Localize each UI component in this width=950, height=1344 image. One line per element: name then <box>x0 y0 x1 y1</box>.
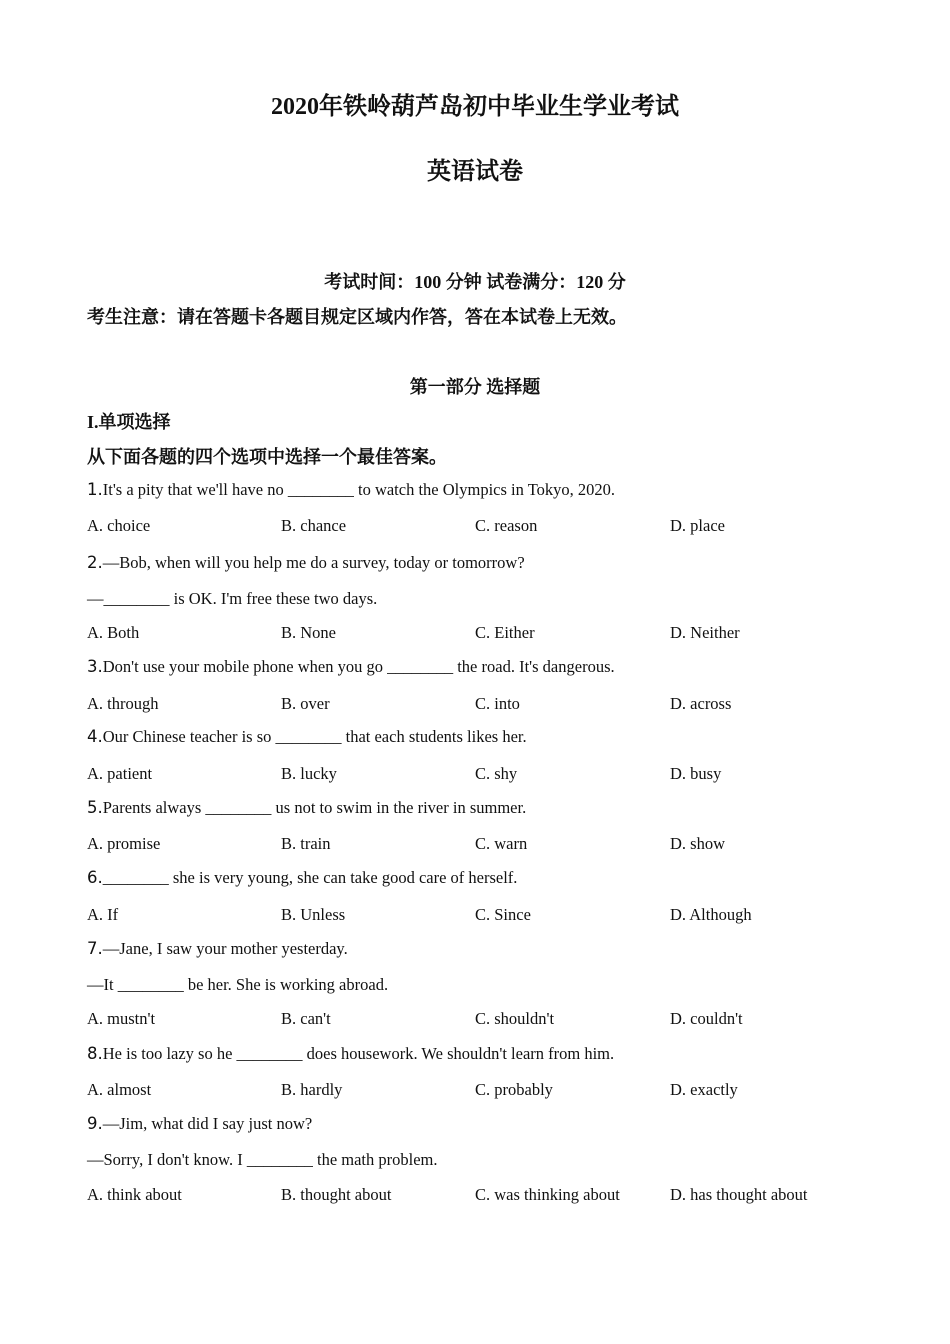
option-b: B. Unless <box>281 905 346 924</box>
question-2 <box>87 553 525 573</box>
option-d: D. Although <box>670 905 752 924</box>
option-d: D. place <box>670 516 725 535</box>
question-number: 3. <box>87 657 103 676</box>
option-a: A. choice <box>87 516 151 535</box>
option-c: C. shy <box>475 764 518 783</box>
question-number: 8. <box>87 1044 103 1063</box>
question-9-line-2: —Sorry, I don't know. I ________ the math problem. <box>87 1150 438 1169</box>
question-text: ________ she is very young, she can take good care of herself. <box>102 868 518 887</box>
question-2-line-2: —________ is OK. I'm free these two days. <box>87 589 378 608</box>
option-c: C. shouldn't <box>475 1009 555 1028</box>
option-a: A. mustn't <box>87 1009 156 1028</box>
section-title: I.单项选择 <box>87 412 171 432</box>
question-text: Don't use your mobile phone when you go ________ the road. It's dangerous. <box>102 657 615 676</box>
option-a: A. Both <box>87 623 140 642</box>
question-7-line-2: —It ________ be her. She is working abroad. <box>87 975 389 994</box>
option-c: C. Since <box>475 905 531 924</box>
option-a: A. promise <box>87 834 161 853</box>
option-d: D. show <box>670 834 726 853</box>
question-number: 5. <box>87 798 103 817</box>
option-c: C. Either <box>475 623 535 642</box>
option-b: B. hardly <box>281 1080 343 1099</box>
option-d: D. exactly <box>670 1080 738 1099</box>
part-title: 第一部分 选择题 <box>409 377 541 397</box>
option-c: C. was thinking about <box>475 1185 620 1204</box>
option-c: C. reason <box>475 516 538 535</box>
option-b: B. thought about <box>281 1185 392 1204</box>
option-d: D. across <box>670 694 732 713</box>
option-c: C. into <box>475 694 520 713</box>
exam-subtitle: 英语试卷 <box>427 159 523 185</box>
exam-info: 考试时间：100 分钟 试卷满分：120 分 <box>324 272 626 292</box>
question-9 <box>87 1114 312 1134</box>
option-c: C. probably <box>475 1080 553 1099</box>
option-c: C. warn <box>475 834 528 853</box>
option-a: A. almost <box>87 1080 152 1099</box>
question-1 <box>87 480 615 500</box>
question-number: 4. <box>87 727 103 746</box>
question-text: Our Chinese teacher is so ________ that each students likes her. <box>102 727 527 746</box>
option-a: A. think about <box>87 1185 182 1204</box>
question-text: He is too lazy so he ________ does housework. We shouldn't learn from him. <box>102 1044 615 1063</box>
question-text: Parents always ________ us not to swim in the river in summer. <box>102 798 527 817</box>
question-3 <box>87 657 615 677</box>
question-number: 1. <box>87 480 103 499</box>
option-a: A. patient <box>87 764 153 783</box>
option-b: B. over <box>281 694 330 713</box>
question-text: It's a pity that we'll have no ________ to watch the Olympics in Tokyo, 2020. <box>102 480 615 499</box>
question-8 <box>87 1044 614 1064</box>
exam-title: 2020年铁岭葫芦岛初中毕业生学业考试 <box>271 94 679 120</box>
section-instruction: 从下面各题的四个选项中选择一个最佳答案。 <box>87 447 447 467</box>
question-6 <box>87 868 517 888</box>
question-number: 2. <box>87 553 103 572</box>
option-a: A. If <box>87 905 119 924</box>
option-a: A. through <box>87 694 159 713</box>
option-d: D. busy <box>670 764 722 783</box>
option-d: D. Neither <box>670 623 740 642</box>
question-text: —Bob, when will you help me do a survey, today or tomorrow? <box>102 553 525 572</box>
option-d: D. has thought about <box>670 1185 808 1204</box>
question-5 <box>87 798 526 818</box>
question-7 <box>87 939 348 959</box>
question-number: 7. <box>87 939 103 958</box>
option-b: B. lucky <box>281 764 337 783</box>
question-text: —Jim, what did I say just now? <box>102 1114 313 1133</box>
option-b: B. None <box>281 623 336 642</box>
option-d: D. couldn't <box>670 1009 743 1028</box>
question-4 <box>87 727 527 747</box>
question-number: 9. <box>87 1114 103 1133</box>
option-b: B. chance <box>281 516 347 535</box>
question-number: 6. <box>87 868 103 887</box>
option-b: B. train <box>281 834 331 853</box>
exam-notice: 考生注意：请在答题卡各题目规定区域内作答，答在本试卷上无效。 <box>87 307 627 327</box>
option-b: B. can't <box>281 1009 331 1028</box>
question-text: —Jane, I saw your mother yesterday. <box>102 939 348 958</box>
